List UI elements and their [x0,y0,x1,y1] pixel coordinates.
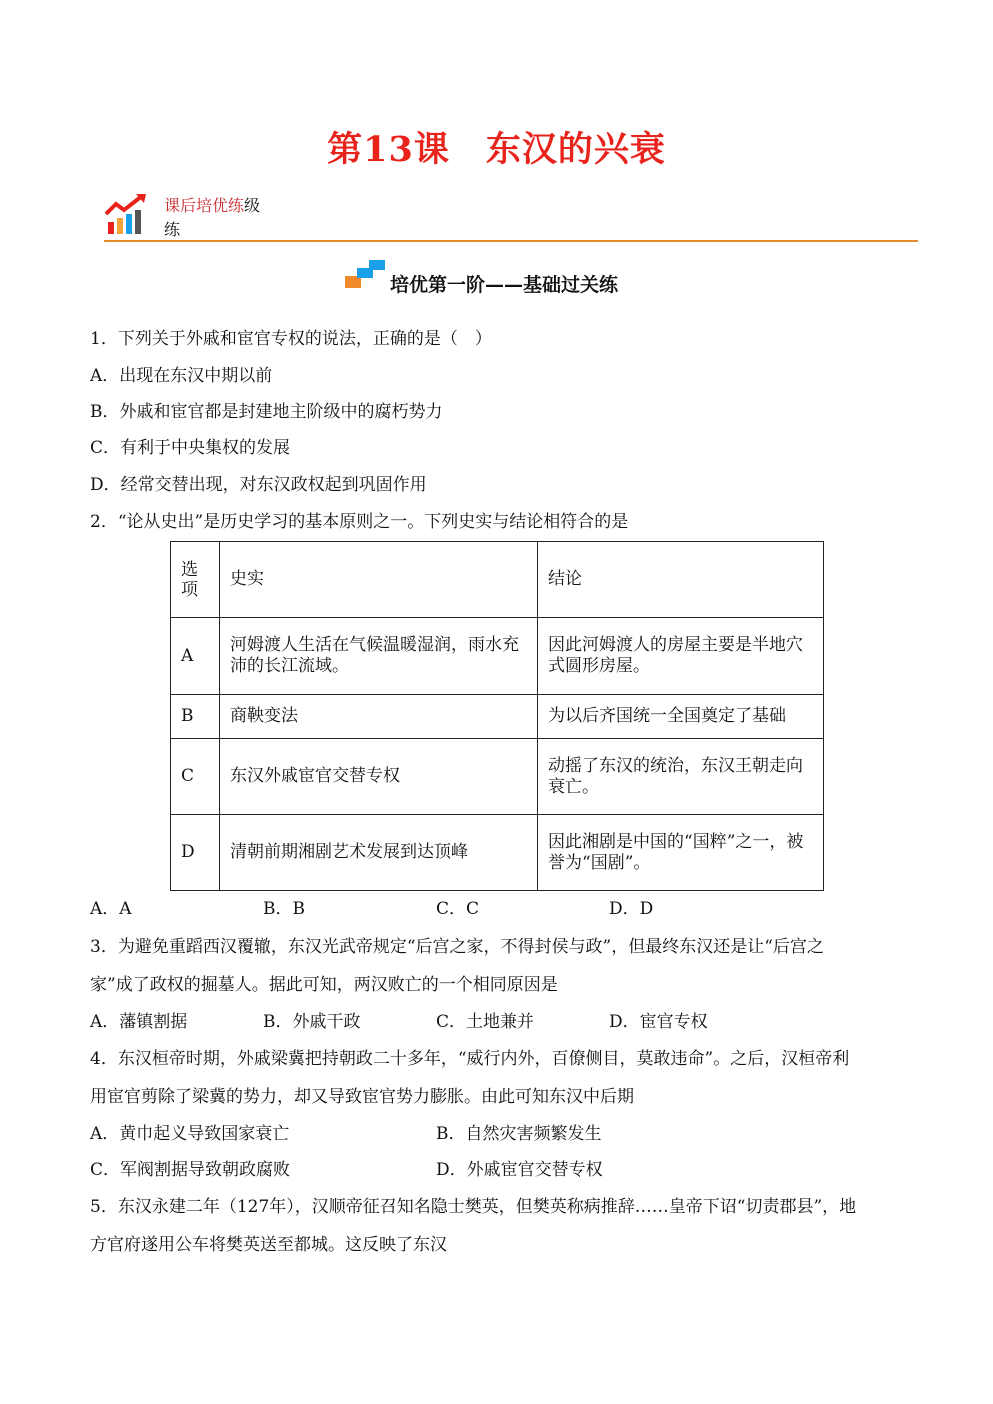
table-row [171,618,824,695]
table-row [171,815,824,891]
table-row [171,695,824,739]
subtitle-line1 [164,193,260,216]
chart-growth-icon [104,192,150,236]
question-2-stem: 2．“论从史出”是历史学习的基本原则之一。下列史实与结论相符合的是 [90,512,629,532]
subtitle-black: 级 [244,196,261,215]
facts-table [170,541,824,891]
question-1-stem: 1．下列关于外戚和宦官专权的说法，正确的是（ ） [90,329,492,349]
question-3-stem-line2: 家”成了政权的掘墓人。据此可知，两汉败亡的一个相同原因是 [90,975,558,995]
table-cell-conclusion: 因此湘剧是中国的“国粹”之一，被誉为“国剧”。 [538,815,824,891]
question-5-stem-line2: 方官府遂用公车将樊英送至都城。这反映了东汉 [90,1235,447,1255]
table-cell-conclusion: 因此河姆渡人的房屋主要是半地穴式圆形房屋。 [538,618,824,695]
question-4-stem-line2: 用宦官剪除了梁冀的势力，却又导致宦官势力膨胀。由此可知东汉中后期 [90,1087,634,1107]
page-title: 第13课 东汉的兴衰 [327,129,666,170]
table-cell-conclusion: 为以后齐国统一全国奠定了基础 [538,695,824,739]
table-cell-option: A [171,618,220,695]
table-cell-fact: 清朝前期湘剧艺术发展到达顶峰 [220,815,538,891]
table-header-row [171,542,824,618]
question-3-option-b: B．外戚干政 [263,1012,361,1032]
question-4-option-a: A．黄巾起义导致国家衰亡 [90,1124,290,1144]
question-2-option-d: D．D [609,899,654,919]
question-2-option-b: B．B [263,899,305,919]
table-header-option: 选项 [171,542,220,618]
table-cell-fact: 河姆渡人生活在气候温暖湿润，雨水充沛的长江流域。 [220,618,538,695]
table-row [171,739,824,815]
question-1-option-b: B．外戚和宦官都是封建地主阶级中的腐朽势力 [90,402,443,422]
table-cell-fact: 东汉外戚宦官交替专权 [220,739,538,815]
question-5-stem-line1: 5．东汉永建二年（127年），汉顺帝征召知名隐士樊英，但樊英称病推辞……皇帝下诏“切责郡县”，地 [90,1197,857,1217]
question-3-option-c: C．土地兼并 [436,1012,535,1032]
table-header-conclusion: 结论 [538,542,824,618]
table-cell-fact: 商鞅变法 [220,695,538,739]
header-divider [104,240,918,242]
question-1-option-d: D．经常交替出现，对东汉政权起到巩固作用 [90,475,427,495]
section-title: 培优第一阶——基础过关练 [390,274,619,296]
question-4-option-c: C．军阀割据导致朝政腐败 [90,1160,291,1180]
table-header-fact: 史实 [220,542,538,618]
question-3-option-d: D．宦官专权 [609,1012,708,1032]
question-2-option-a: A．A [90,899,132,919]
table-cell-option: C [171,739,220,815]
question-3-option-a: A．藩镇割据 [90,1012,188,1032]
steps-icon [343,258,387,292]
subtitle-line2: 练 [164,220,181,239]
table-cell-option: B [171,695,220,739]
question-3-stem-line1: 3．为避免重蹈西汉覆辙，东汉光武帝规定“后宫之家，不得封侯与政”，但最终东汉还是让“后宫之 [90,937,824,957]
question-4-stem-line1: 4．东汉桓帝时期，外戚梁冀把持朝政二十多年，“威行内外，百僚侧目，莫敢违命”。之后，汉桓帝利 [90,1049,850,1069]
subtitle-red: 课后培优练 [164,196,245,215]
question-4-option-d: D．外戚宦官交替专权 [436,1160,603,1180]
table-cell-option: D [171,815,220,891]
question-4-option-b: B．自然灾害频繁发生 [436,1124,602,1144]
table-cell-conclusion: 动摇了东汉的统治，东汉王朝走向衰亡。 [538,739,824,815]
question-2-option-c: C．C [436,899,480,919]
question-1-option-a: A．出现在东汉中期以前 [90,366,273,386]
question-1-option-c: C．有利于中央集权的发展 [90,438,291,458]
